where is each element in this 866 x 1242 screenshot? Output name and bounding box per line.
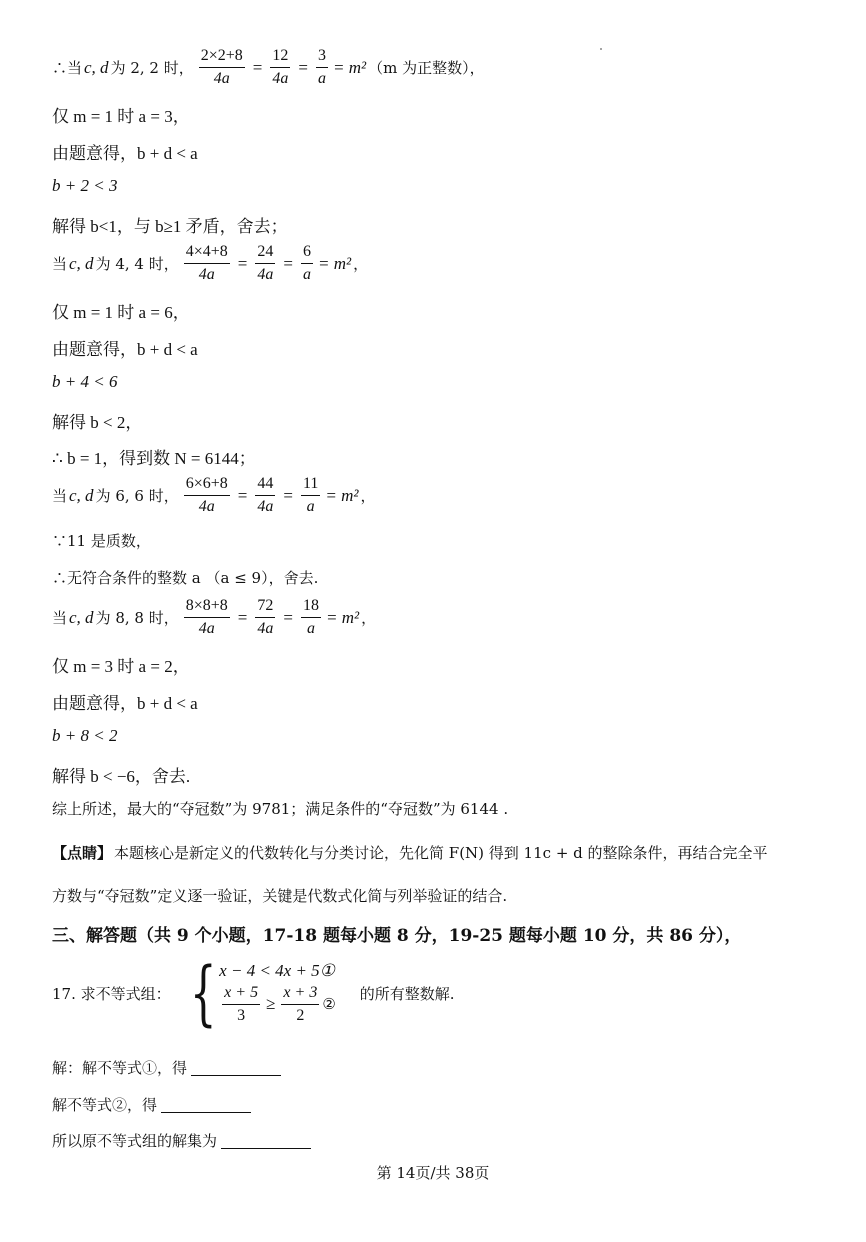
case-6-6-line: 当 c, d 为 6, 6 时， $\frac{6\times 6+8}{4a}$ = $\frac{44}{4a}$ = $\frac{11}{a}$ = m² ，: [52, 475, 376, 515]
text-line: ∴ b = 1，得到数 N = 6144；: [52, 449, 256, 468]
question-17: [52, 952, 455, 1034]
fraction: $\frac{72}{4a}$: [257, 597, 274, 637]
fraction: $\frac{18}{a}$: [302, 597, 319, 637]
text-line: b + 2 < 3: [52, 176, 118, 195]
fraction: $\frac{4\times 4+8}{4a}$: [185, 243, 228, 283]
case-2-2-line: ∴当 c, d 为 2, 2 时， $\frac{2\times 2+8}{4a}$ = $\frac{12}{4a}$ = $\frac{3}{a}$ = m² （m 为正整数），: [52, 47, 485, 87]
answer-blank[interactable]: [191, 1059, 281, 1076]
answer-line-3: 所以原不等式组的解集为: [52, 1130, 311, 1151]
fraction: $\frac{24}{4a}$: [257, 243, 274, 283]
text-line: 解得 b<1，与 b≥1 矛盾，舍去；: [52, 217, 288, 236]
comment-line-1: [52, 842, 768, 863]
text-line: b + 4 < 6: [52, 372, 118, 391]
math: c, d: [84, 57, 109, 77]
answer-blank[interactable]: [161, 1096, 251, 1113]
text-line: 解得 b < −6，舍去.: [52, 767, 191, 786]
text-line: 由题意得，b + d < a: [52, 340, 198, 359]
inequality-system: { x − 4 < 4x + 5① $\frac{x + 5}{3}$ ≥ $\frac{x + 3}{2}$ ②: [189, 952, 336, 1034]
text-line: 由题意得，b + d < a: [52, 144, 198, 163]
inequality-2: $\frac{x + 5}{3}$ ≥ $\frac{x + 3}{2}$ ②: [224, 983, 336, 1024]
comment-text: 本题核心是新定义的代数转化与分类讨论，先化简 F(N) 得到 11c + d 的整除条件，再结合完全平: [114, 844, 768, 862]
case-4-4-line: 当 c, d 为 4, 4 时， $\frac{4\times 4+8}{4a}$ = $\frac{24}{4a}$ = $\frac{6}{a}$ = m² ，: [52, 243, 369, 283]
fraction: $\frac{6}{a}$: [302, 243, 311, 283]
fraction: $\frac{3}{a}$: [317, 47, 326, 87]
case-8-8-line: 当 c, d 为 8, 8 时， $\frac{8\times 8+8}{4a}$ = $\frac{72}{4a}$ = $\frac{18}{a}$ = m² ，: [52, 597, 377, 637]
stray-dot: [600, 48, 602, 50]
text-line: 解得 b < 2，: [52, 413, 143, 432]
text-line: b + 8 < 2: [52, 726, 118, 745]
fraction: $\frac{12}{4a}$: [272, 47, 289, 87]
comment-line-2: [52, 885, 507, 906]
answer-blank[interactable]: [221, 1132, 311, 1149]
question-suffix: 的所有整数解.: [359, 984, 455, 1003]
text: （m 为正整数），: [368, 59, 485, 77]
page-footer: 第 14页/共 38页: [376, 1164, 490, 1182]
section-heading: 三、解答题（共 9 个小题，17-18 题每小题 8 分，19-25 题每小题 10 分，共 86 分），: [52, 926, 742, 946]
text-line: ∵11 是质数，: [52, 532, 151, 550]
fraction: $\frac{8\times 8+8}{4a}$: [185, 597, 228, 637]
text: ∴当: [52, 59, 83, 77]
text-line: 仅 m = 1 时 a = 6，: [52, 303, 190, 322]
comment-tag: 【点睛】: [52, 844, 113, 862]
math: = m²: [332, 57, 367, 77]
text-line: 仅 m = 3 时 a = 2，: [52, 657, 190, 676]
text-line: ∴无符合条件的整数 a （a ≤ 9），舍去.: [52, 569, 319, 587]
fraction: $\frac{2\times 2+8}{4a}$: [200, 47, 243, 87]
text-line: 仅 m = 1 时 a = 3，: [52, 107, 190, 126]
text: 为 2, 2 时，: [110, 59, 194, 77]
question-label: 17. 求不等式组：: [52, 984, 171, 1003]
answer-line-1: 解：解不等式①，得: [52, 1057, 281, 1078]
fraction: $\frac{44}{4a}$: [257, 475, 274, 515]
answer-line-2: 解不等式②，得: [52, 1094, 251, 1115]
inequality-1: x − 4 < 4x + 5①: [219, 960, 335, 980]
text-line: 由题意得，b + d < a: [52, 694, 198, 713]
comment-text: 方数与“夺冠数”定义逐一验证，关键是代数式化简与列举验证的结合.: [52, 887, 508, 905]
fraction: $\frac{11}{a}$: [302, 475, 319, 515]
conclusion-line: 综上所述，最大的“夺冠数”为 9781；满足条件的“夺冠数”为 6144 .: [52, 800, 509, 818]
fraction: $\frac{6\times 6+8}{4a}$: [185, 475, 228, 515]
